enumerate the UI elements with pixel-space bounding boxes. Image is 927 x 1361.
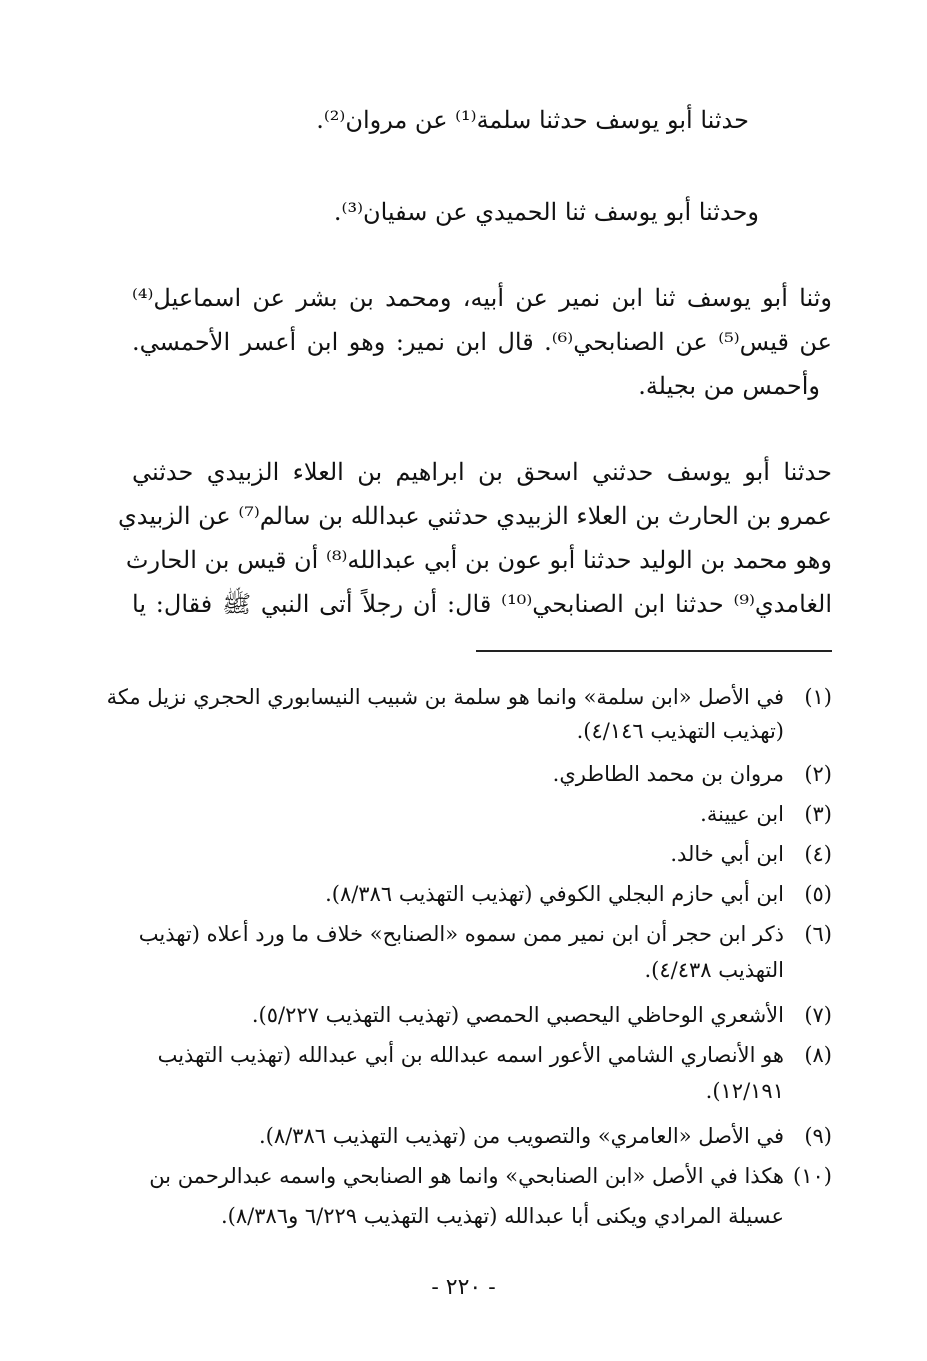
hadith-line: وهو محمد بن الوليد حدثنا أبو عون بن أبي عبدالله⁽⁸⁾ أن قيس بن الحارث [125,546,832,574]
hadith-line: الغامدي⁽⁹⁾ حدثنا ابن الصنابحي⁽¹⁰⁾ قال: أن رجلاً أتى النبي ﷺ فقال: يا [132,590,833,618]
footnote-text: ابن عيينة. [700,802,784,826]
footnote-continuation: (تهذيب التهذيب ٤/١٤٦). [576,719,784,743]
hadith-line: حدثنا أبو يوسف حدثني اسحق بن ابراهيم بن العلاء الزبيدي حدثني [132,458,832,486]
footnote-text: في الأصل «ابن سلمة» وانما هو سلمة بن شبيب النيسابوري الحجري نزيل مكة [106,685,784,709]
footnote-text: مروان بن محمد الطاطري. [552,762,784,786]
footnote-number: (٤) [804,842,832,866]
footnote-text: في الأصل «العامري» والتصويب من (تهذيب التهذيب ٨/٣٨٦). [258,1124,784,1148]
footnote-continuation: التهذيب ٤/٤٣٨). [644,958,784,982]
footnote-number: (٣) [804,802,832,826]
footnote-text: هو الأنصاري الشامي الأعور اسمه عبدالله بن أبي عبدالله (تهذيب التهذيب [157,1043,784,1067]
hadith-line: حدثنا أبو يوسف حدثنا سلمة⁽¹⁾ عن مروان⁽²⁾. [316,106,749,134]
footnote-number: (٩) [804,1124,832,1148]
footnote-text: الأشعري الوحاظي اليحصبي الحمصي (تهذيب التهذيب ٥/٢٢٧). [251,1003,784,1027]
footnote-number: (٦) [804,922,832,946]
footnote-text: ذكر ابن حجر أن ابن نمير ممن سموه «الصنابح» خلاف ما ورد أعلاه (تهذيب [138,922,784,946]
footnote-continuation: ١٢/١٩١). [705,1079,784,1103]
footnote-number: (١٠) [793,1164,832,1188]
footnote-text: هكذا في الأصل «ابن الصنابحي» وانما هو الصنابحي واسمه عبدالرحمن بن [149,1164,784,1188]
hadith-line: وأحمس من بجيلة. [638,372,820,400]
footnote-number: (٥) [804,882,832,906]
footnote-text: ابن أبي حازم البجلي الكوفي (تهذيب التهذيب ٨/٣٨٦). [325,882,784,906]
footnote-separator [476,650,832,652]
hadith-line: وحدثنا أبو يوسف ثنا الحميدي عن سفيان⁽³⁾. [333,198,759,226]
footnote-number: (١) [804,685,832,709]
page-number: - ٢٢٠ - [431,1275,496,1300]
footnote-number: (٢) [804,762,832,786]
hadith-line: عمرو بن الحارث بن العلاء الزبيدي حدثني عبدالله بن سالم⁽⁷⁾ عن الزبيدي [117,502,832,530]
hadith-line: وثنا أبو يوسف ثنا ابن نمير عن أبيه، ومحمد بن بشر عن اسماعيل⁽⁴⁾ [132,284,832,312]
footnote-number: (٧) [804,1003,832,1027]
footnote-continuation: عسيلة المرادي ويكنى أبا عبدالله (تهذيب التهذيب ٦/٢٢٩ و٨/٣٨٦). [220,1204,784,1228]
footnote-text: ابن أبي خالد. [670,842,784,866]
hadith-line: عن قيس⁽⁵⁾ عن الصنابحي⁽⁶⁾. قال ابن نمير: وهو ابن أعسر الأحمسي. [132,328,832,356]
footnote-number: (٨) [804,1043,832,1067]
